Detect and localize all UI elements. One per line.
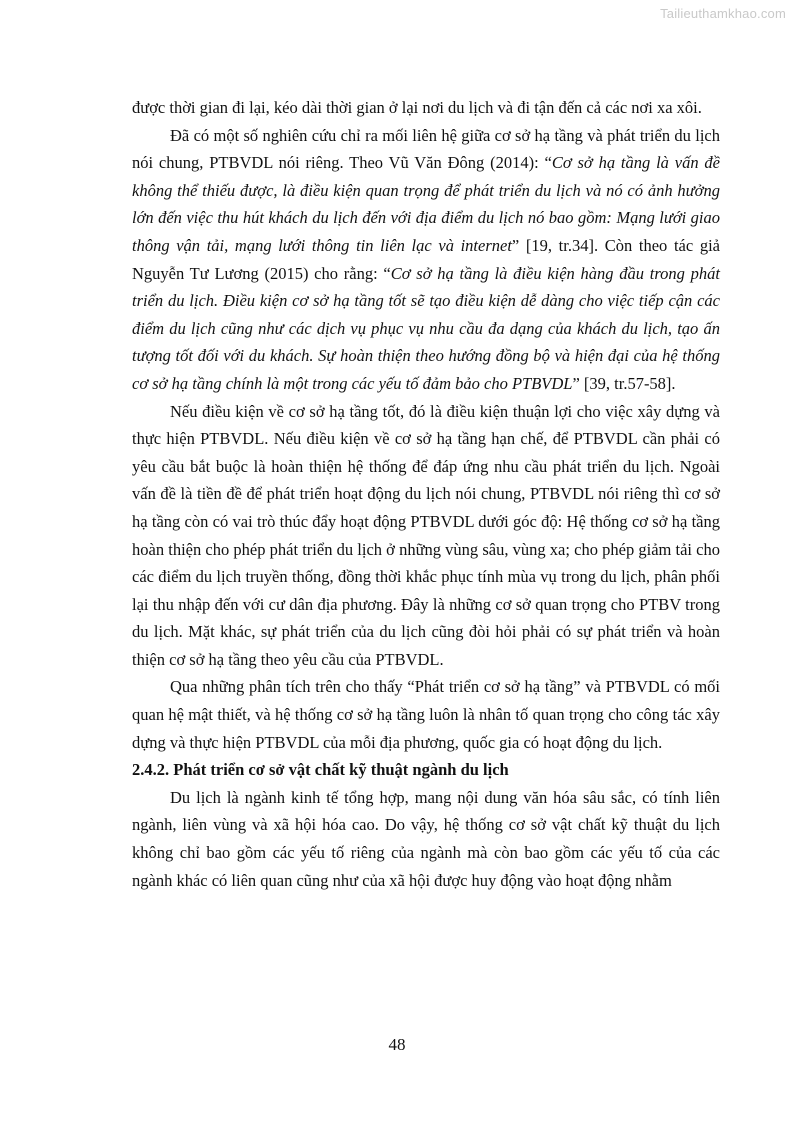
paragraph-2-text-2: ” [19, tr.34]. Còn theo tác giả Nguyễn Tư Lương (2015) cho rằng: “ (132, 235, 720, 283)
paragraph-5: Du lịch là ngành kinh tế tổng hợp, mang nội dung văn hóa sâu sắc, có tính liên ngành, liên vùng và xã hội hóa cao. Do vậy, hệ thống cơ sở vật chất kỹ thuật du lịch không chỉ bao gồm các yếu tố riêng của ngành mà còn bao gồm các yếu tố của các ngành khác có liên quan cũng như của xã hội được huy động vào hoạt động nhằm (132, 787, 720, 890)
paragraph-1: được thời gian đi lại, kéo dài thời gian ở lại nơi du lịch và đi tận đến cả các nơi xa xôi. (132, 98, 702, 117)
paragraph-3: Nếu điều kiện về cơ sở hạ tầng tốt, đó là điều kiện thuận lợi cho việc xây dựng và thực hiện PTBVDL. Nếu điều kiện về cơ sở hạ tầng hạn chế, để PTBVDL cần phải có yêu cầu bắt buộc là hoàn thiện hệ thống để đáp ứng nhu cầu phát triển du lịch. Ngoài vấn đề là tiền đề để phát triển hoạt động du lịch nói chung, PTBVDL nói riêng thì cơ sở hạ tầng còn có vai trò thúc đẩy hoạt động PTBVDL dưới góc độ: Hệ thống cơ sở hạ tầng hoàn thiện cho phép phát triển du lịch ở những vùng sâu, vùng xa; cho phép giảm tải cho các điểm du lịch truyền thống, đồng thời khắc phục tính mùa vụ trong du lịch, phân phối lại thu nhập đến với cư dân địa phương. Đây là những cơ sở quan trọng cho PTBV trong du lịch. Mặt khác, sự phát triển của du lịch cũng đòi hỏi phải có sự phát triển và hoàn thiện cơ sở hạ tầng theo yêu cầu của PTBVDL. (132, 401, 720, 669)
section-heading: 2.4.2. Phát triển cơ sở vật chất kỹ thuật ngành du lịch (132, 760, 509, 780)
watermark-text: Tailieuthamkhao.com (660, 6, 786, 21)
quote-nguyen-tu-luong: Cơ sở hạ tầng là điều kiện hàng đầu trong phát triển du lịch. Điều kiện cơ sở hạ tầng tốt sẽ tạo điều kiện dễ dàng cho việc tiếp cận các điểm du lịch cũng như các dịch vụ phục vụ nhu cầu đa dạng của khách du lịch, tạo ấn tượng tốt đối với du khách. Sự hoàn thiện theo hướng đồng bộ và hiện đại của hệ thống cơ sở hạ tầng chính là một trong các yếu tố đảm bảo cho PTBVDL (132, 263, 721, 393)
document-body (132, 94, 720, 894)
quote-vu-van-dong: Cơ sở hạ tầng là vấn đề không thể thiếu được, là điều kiện quan trọng để phát triển du lịch và nó có ảnh hưởng lớn đến việc thu hút khách du lịch đến với địa điểm du lịch nó bao gồm: Mạng lưới giao thông vận tải, mạng lưới thông tin liên lạc và internet (132, 153, 720, 255)
paragraph-2-text-1: Đã có một số nghiên cứu chỉ ra mối liên hệ giữa cơ sở hạ tầng và phát triển du lịch nói chung, PTBVDL nói riêng. Theo Vũ Văn Đông (2014): “ (132, 125, 720, 173)
paragraph-4: Qua những phân tích trên cho thấy “Phát triển cơ sở hạ tầng” và PTBVDL có mối quan hệ mật thiết, và hệ thống cơ sở hạ tầng luôn là nhân tố quan trọng cho công tác xây dựng và thực hiện PTBVDL của mỗi địa phương, quốc gia có hoạt động du lịch. (132, 677, 720, 752)
paragraph-2 (132, 122, 720, 398)
page-number: 48 (388, 1035, 406, 1054)
paragraph-2-text-3: ” [39, tr.57-58]. (572, 373, 676, 393)
